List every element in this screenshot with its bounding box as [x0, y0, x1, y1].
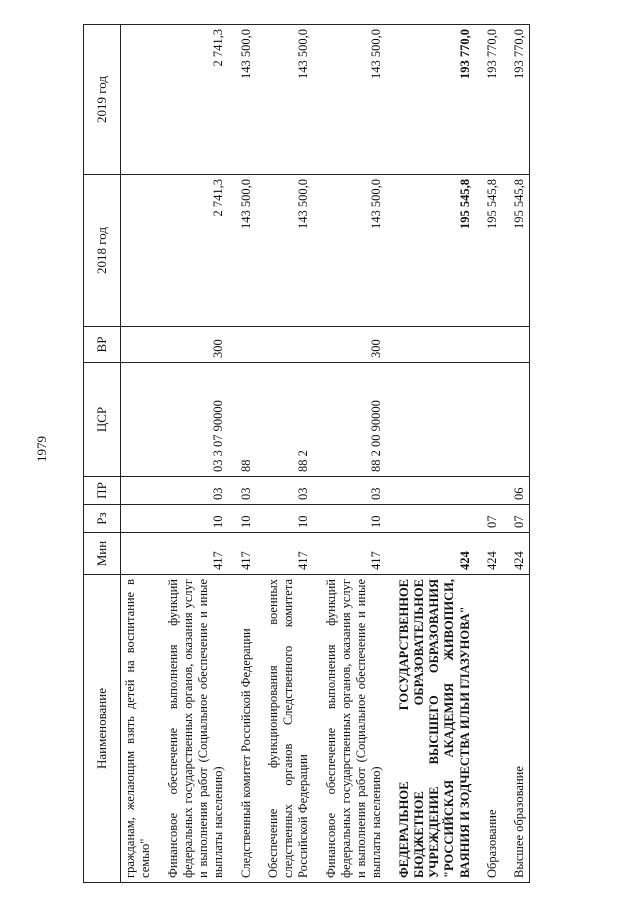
row-rz: 10 [256, 505, 314, 533]
row-min: 424 [475, 533, 502, 575]
budget-table [83, 24, 530, 883]
row-vr [121, 327, 156, 363]
row-min: 424 [387, 533, 475, 575]
row-pr [475, 477, 502, 505]
row-2019: 193 770,0 [502, 25, 530, 175]
header-name: Наименование [84, 575, 121, 883]
row-min [121, 533, 156, 575]
header-row [84, 25, 121, 883]
budget-table-rotated [83, 25, 602, 883]
header-pr: ПР [84, 477, 121, 505]
row-pr: 03 [229, 477, 256, 505]
table-row [387, 25, 475, 883]
row-2019: 193 770,0 [475, 25, 502, 175]
row-2019: 193 770,0 [387, 25, 475, 175]
table-row [502, 25, 530, 883]
row-csr [387, 363, 475, 477]
row-rz [121, 505, 156, 533]
header-min: Мин [84, 533, 121, 575]
row-min: 417 [256, 533, 314, 575]
row-csr: 88 [229, 363, 256, 477]
row-2019: 143 500,0 [256, 25, 314, 175]
table-row [156, 25, 229, 883]
row-name: Финансовое обеспечение выполнения функций федеральных государственных органов, оказания услуг и выполнения работ (Социальное обеспечение и иные выплаты населению) [314, 575, 387, 883]
header-2019: 2019 год [84, 25, 121, 175]
row-2018: 195 545,8 [387, 175, 475, 327]
row-name: ФЕДЕРАЛЬНОЕ ГОСУДАРСТВЕННОЕ БЮДЖЕТНОЕ ОБРАЗОВАТЕЛЬНОЕ УЧРЕЖДЕНИЕ ВЫСШЕГО ОБРАЗОВАНИЯ "РОССИЙСКАЯ АКАДЕМИЯ ЖИВОПИСИ, ВАЯНИЯ И ЗОДЧЕСТВА ИЛЬИ ГЛАЗУНОВА" [387, 575, 475, 883]
row-pr: 03 [156, 477, 229, 505]
row-pr [121, 477, 156, 505]
row-vr [229, 327, 256, 363]
row-2019: 143 500,0 [314, 25, 387, 175]
row-pr: 03 [314, 477, 387, 505]
row-csr: 88 2 00 90000 [314, 363, 387, 477]
row-2019 [121, 25, 156, 175]
row-2018: 2 741,3 [156, 175, 229, 327]
row-pr: 06 [502, 477, 530, 505]
row-2018 [121, 175, 156, 327]
row-rz: 07 [502, 505, 530, 533]
header-rz: Рз [84, 505, 121, 533]
table-row [475, 25, 502, 883]
row-min: 417 [156, 533, 229, 575]
row-csr: 88 2 [256, 363, 314, 477]
row-vr [387, 327, 475, 363]
row-vr [475, 327, 502, 363]
row-rz: 10 [229, 505, 256, 533]
row-rz: 07 [475, 505, 502, 533]
page-number: 1979 [34, 436, 49, 462]
row-2018: 143 500,0 [314, 175, 387, 327]
row-vr: 300 [156, 327, 229, 363]
row-2018: 195 545,8 [475, 175, 502, 327]
row-name: Высшее образование [502, 575, 530, 883]
row-name: гражданам, желающим взять детей на воспитание в семью" [121, 575, 156, 883]
header-vr: ВР [84, 327, 121, 363]
row-vr [502, 327, 530, 363]
table-row [229, 25, 256, 883]
row-csr [475, 363, 502, 477]
header-csr: ЦСР [84, 363, 121, 477]
table-row [121, 25, 156, 883]
row-csr: 03 3 07 90000 [156, 363, 229, 477]
row-rz: 10 [314, 505, 387, 533]
row-csr [502, 363, 530, 477]
table-row [314, 25, 387, 883]
row-2019: 143 500,0 [229, 25, 256, 175]
header-2018: 2018 год [84, 175, 121, 327]
row-vr [256, 327, 314, 363]
row-min: 424 [502, 533, 530, 575]
row-rz [387, 505, 475, 533]
table-row [256, 25, 314, 883]
row-rz: 10 [156, 505, 229, 533]
row-name: Обеспечение функционирования военных следственных органов Следственного комитета Российской Федерации [256, 575, 314, 883]
row-2018: 143 500,0 [256, 175, 314, 327]
row-pr: 03 [256, 477, 314, 505]
row-name: Финансовое обеспечение выполнения функций федеральных государственных органов, оказания услуг и выполнения работ (Социальное обеспечение и иные выплаты населению) [156, 575, 229, 883]
row-name: Следственный комитет Российской Федерации [229, 575, 256, 883]
row-min: 417 [229, 533, 256, 575]
row-min: 417 [314, 533, 387, 575]
row-pr [387, 477, 475, 505]
row-2018: 195 545,8 [502, 175, 530, 327]
row-2018: 143 500,0 [229, 175, 256, 327]
row-2019: 2 741,3 [156, 25, 229, 175]
row-csr [121, 363, 156, 477]
row-vr: 300 [314, 327, 387, 363]
row-name: Образование [475, 575, 502, 883]
